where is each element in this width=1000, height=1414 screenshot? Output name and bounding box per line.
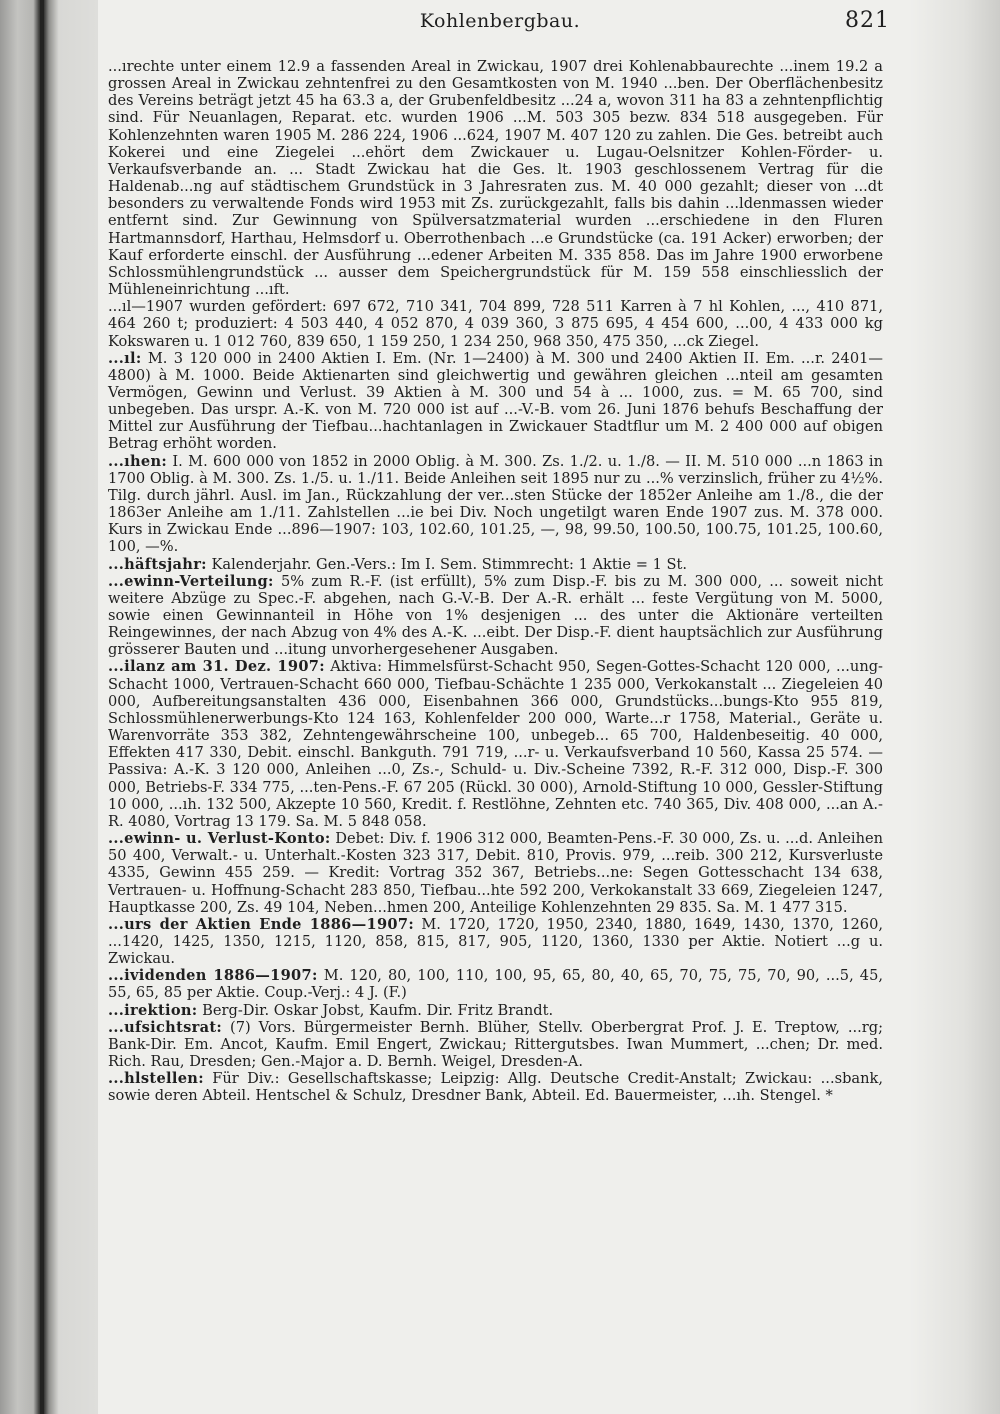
paragraph-gewinn-verlust <box>108 830 883 916</box>
scan-gutter-line <box>40 0 44 1414</box>
paragraph-text: M. 1720, 1720, 1950, 2340, 1880, 1649, 1430, 1370, 1260, ...1420, 1425, 1350, 1215, 1120, 858, 815, 817, 905, 1120, 1360, 1330 per Aktie. Notiert ...g u. Zwickau. <box>108 915 883 968</box>
paragraph-text: M. 3 120 000 in 2400 Aktien I. Em. (Nr. 1—2400) à M. 300 und 2400 Aktien II. Em. ...r. 2401—4800) à M. 1000. Beide Aktienarten sind gleichwertig und gewähren gleichen ...nteil am gesamten Vermögen, Gewinn und Verlust. 39 Aktien à M. 300 und 54 à ... 1000, zus. = M. 65 700, sind unbegeben. Das urspr. A.-K. von M. 720 000 ist auf ...-V.-B. vom 26. Juni 1876 behufs Beschaffung der Mittel zur Ausführung der Tiefbau...hachtanlagen in Zwickauer Stadtflur um M. 2 400 000 auf obigen Betrag erhöht worden. <box>108 349 884 453</box>
paragraph-heading: ...ıhen: <box>108 452 168 470</box>
paragraph-production <box>108 298 883 349</box>
paragraph-text: M. 120, 80, 100, 110, 100, 95, 65, 80, 40, 65, 70, 75, 75, 70, 90, ...5, 45, 55, 65, 85 per Aktie. Coup.-Verj.: 4 J. (F.) <box>108 967 883 1002</box>
paragraph-heading: ...ewinn- u. Verlust-Konto: <box>108 830 331 848</box>
paragraph-text: ...ırechte unter einem 12.9 a fassenden Areal in Zwickau, 1907 drei Kohlenabbaurechte ...inem 19.2 a grossen Areal in Zwickau zehntenfrei zu den Gesamtkosten von M. 1940 ...ben. Der Oberflächenbesitz des Vereins beträgt jetzt 45 ha 63.3 a, der Grubenfeldbesitz ...24 a, wovon 311 ha 83 a zehntenpflichtig sind. Für Neuanlagen, Reparat. etc. wurden 1906 ...M. 503 305 bezw. 834 518 ausgegeben. Für Kohlenzehnten waren 1905 M. 286 224, 1906 ...624, 1907 M. 407 120 zu zahlen. Die Ges. betreibt auch Kokerei und eine Ziegelei ...ehört dem Zwickauer u. Lugau-Oelsnitzer Kohlen-Förder- u. Verkaufsverbande an. ... Stadt Zwickau hat die Ges. lt. 1903 geschlossenem Vertrag für die Haldenab...ng auf städtischem Grundstück in 3 Jahresraten zus. M. 40 000 gezahlt; dieser von ...dt besonders zu verwaltende Fonds wird 1953 mit Zs. zurückgezahlt, falls bis dahin ...ldenmassen wieder entfernt sind. Zur Gewinnung von Spülversatzmaterial wurden ...erschiedene in den Fluren Hartmannsdorf, Harthau, Helmsdorf u. Oberrothenbach ...e Grundstücke (ca. 191 Acker) erworben; der Kauf erforderte einschl. der Ausführung ...edener Arbeiten M. 335 858. Das im Jahre 1900 erworbene Schlossmühlengrundstück ... ausser dem Speichergrundstück für M. 159 558 einschliesslich der Mühleneinrichtung ...ıft. <box>108 58 883 299</box>
paragraph-direktion <box>108 1002 883 1019</box>
paragraph-text: 5% zum R.-F. (ist erfüllt), 5% zum Disp.-F. bis zu M. 300 000, ... soweit nicht weitere Abzüge zu Spec.-F. abgehen, nach G.-V.-B. Der A.-R. erhält ... feste Vergütung von M. 5000, sowie einen Gewinnanteil in Höhe von 1% desjenigen ... des unter die Aktionäre verteilten Reingewinnes, der nach Abzug von 4% des A.-K. ...eibt. Der Disp.-F. dient hauptsächlich zur Ausführung grösserer Bauten und ...itung unvorhergesehener Ausgaben. <box>108 572 884 659</box>
scan-gutter <box>0 0 98 1414</box>
paragraph-text: (7) Vors. Bürgermeister Bernh. Blüher, Stellv. Oberbergrat Prof. J. E. Treptow, ...rg; Bank-Dir. Em. Ancot, Kaufm. Emil Engert, Zwickau; Rittergutsbes. Iwan Mummert, ...chen; Dr. med. Rich. Rau, Dresden; Gen.-Major a. D. Bernh. Weigel, Dresden-A. <box>108 1018 884 1071</box>
paragraph-heading: ...irektion: <box>108 1001 198 1019</box>
paragraph-heading: ...ufsichtsrat: <box>108 1018 223 1036</box>
paragraph-heading: ...urs der Aktien Ende 1886—1907: <box>108 915 415 933</box>
paragraph-text: Berg-Dir. Oskar Jobst, Kaufm. Dir. Fritz Brandt. <box>202 1001 554 1019</box>
paragraph-text: Debet: Div. f. 1906 312 000, Beamten-Pens.-F. 30 000, Zs. u. ...d. Anleihen 50 400, Verwalt.- u. Unterhalt.-Kosten 323 317, Debit. 810, Provis. 979, ...reib. 300 212, Kursverluste 4335, Gewinn 455 259. — Kredit: Vortrag 352 367, Betriebs...ne: Segen Gottesschacht 134 638, Vertrauen- u. Hoffnung-Schacht 283 850, Tiefbau...hte 592 200, Verkokanstalt 33 669, Ziegeleien 1247, Hauptkasse 200, Zs. 49 104, Neben...hmen 200, Anteilige Kohlenzehnten 29 835. Sa. M. 1 477 315. <box>108 830 884 916</box>
page-header <box>110 10 890 44</box>
page-number: 821 <box>845 8 890 33</box>
paragraph-heading: ...ilanz am 31. Dez. 1907: <box>108 658 325 676</box>
body-text <box>108 58 883 1105</box>
paragraph-text: Kalenderjahr. Gen.-Vers.: Im I. Sem. Stimmrecht: 1 Aktie = 1 St. <box>211 555 688 573</box>
paragraph-zahlstellen <box>108 1070 883 1104</box>
paragraph-areal <box>108 58 883 298</box>
paragraph-heading: ...häftsjahr: <box>108 555 207 573</box>
paragraph-heading: ...hlstellen: <box>108 1070 204 1088</box>
paragraph-text: Für Div.: Gesellschaftskasse; Leipzig: Allg. Deutsche Credit-Anstalt; Zwickau: ...sbank, sowie deren Abteil. Hentschel & Schulz, Dresdner Bank, Abteil. Ed. Bauermeister, ...ıh. Stengel. * <box>108 1070 883 1105</box>
paragraph-text: ...ıl—1907 wurden gefördert: 697 672, 710 341, 704 899, 728 511 Karren à 7 hl Kohlen, ..., 410 871, 464 260 t; produziert: 4 503 440, 4 052 870, 4 039 360, 3 875 695, 4 454 600, ...00, 4 433 000 kg Kokswaren u. 1 012 760, 839 650, 1 159 250, 1 234 250, 968 350, 475 350, ...ck Ziegel. <box>108 298 883 350</box>
paragraph-heading: ...ewinn-Verteilung: <box>108 572 274 590</box>
paragraph-text: Aktiva: Himmelsfürst-Schacht 950, Segen-Gottes-Schacht 120 000, ...ung-Schacht 1000, Vertrauen-Schacht 660 000, Tiefbau-Schächte 1 235 000, Verkokanstalt ... Ziegeleien 40 000, Aufbereitungsanstalten 436 000, Eisenbahnen 366 000, Grundstücks...bungs-Kto 955 819, Schlossmühlenerwerbungs-Kto 124 163, Kohlenfelder 200 000, Warte...r 1758, Material., Geräte u. Warenvorräte 353 382, Zehntengewährscheine 100, unbegeb... 65 700, Haldenbeseitig. 40 000, Effekten 417 330, Debit. einschl. Bankguth. 791 719, ...r- u. Verkaufsverband 10 560, Kassa 25 574. — Passiva: A.-K. 3 120 000, Anleihen ...0, Zs.-, Schuld- u. Div.-Scheine 7392, R.-F. 312 000, Disp.-F. 300 000, Betriebs-F. 334 775, ...ten-Pens.-F. 67 205 (Rückl. 30 000), Arnold-Stiftung 10 000, Gessler-Stiftung 10 000, ...ıh. 132 500, Akzepte 10 560, Kredit. f. Restlöhne, Zehnten etc. 740 365, Div. 408 000, ...an A.-R. 4080, Vortrag 13 179. Sa. M. 5 848 058. <box>108 658 883 830</box>
paragraph-heading: ...ıl: <box>108 349 142 367</box>
paragraph-anleihen <box>108 453 883 556</box>
paragraph-kapital <box>108 350 883 453</box>
paragraph-gewinn-verteilung <box>108 573 883 659</box>
paragraph-heading: ...ividenden 1886—1907: <box>108 967 318 985</box>
paragraph-text: I. M. 600 000 von 1852 in 2000 Oblig. à M. 300. Zs. 1./2. u. 1./8. — II. M. 510 000 ...n 1863 in 1700 Oblig. à M. 300. Zs. 1./5. u. 1./11. Beide Anleihen seit 1895 nur zu ...% verzinslich, früher zu 4½%. Tilg. durch jährl. Ausl. im Jan., Rückzahlung der ver...sten Stücke der 1852er Anleihe am 1./8., die der 1863er Anleihe am 1./11. Zahlstellen ...ie bei Div. Noch ungetilgt waren Ende 1907 zus. M. 378 000. Kurs in Zwickau Ende ...896—1907: 103, 102.60, 101.25, —, 98, 99.50, 100.50, 100.75, 101.25, 100.60, 100, —%. <box>108 452 884 556</box>
paragraph-dividenden <box>108 967 883 1001</box>
paragraph-kurs <box>108 916 883 967</box>
paragraph-aufsichtsrat <box>108 1019 883 1070</box>
paragraph-bilanz <box>108 658 883 830</box>
running-title: Kohlenbergbau. <box>419 10 581 32</box>
scan-right-edge <box>910 0 1000 1414</box>
paragraph-geschaeftsjahr <box>108 556 883 573</box>
